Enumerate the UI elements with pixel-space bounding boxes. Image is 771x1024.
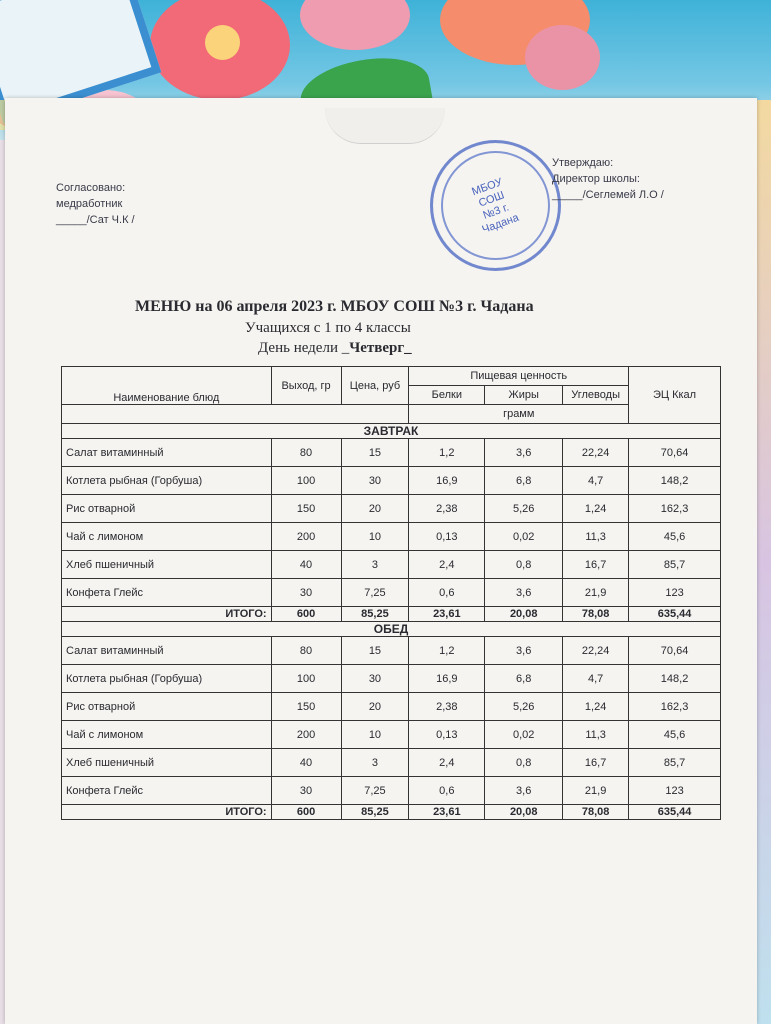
cell-carbs: 16,7 bbox=[563, 749, 629, 777]
cell-price: 20 bbox=[341, 495, 409, 523]
approval-left-line1: Согласовано: bbox=[56, 182, 126, 194]
dish-name: Котлета рыбная (Горбуша) bbox=[62, 665, 272, 693]
cell-protein: 2,4 bbox=[409, 749, 485, 777]
cell-kcal: 45,6 bbox=[629, 523, 721, 551]
flower-decoration bbox=[300, 0, 410, 50]
cell-carbs: 11,3 bbox=[563, 721, 629, 749]
section-title: ОБЕД bbox=[62, 622, 721, 637]
cell-carbs: 21,9 bbox=[563, 777, 629, 805]
weekday-label: День недели _ bbox=[258, 340, 350, 356]
header-unit: грамм bbox=[409, 405, 629, 424]
total-yield: 600 bbox=[271, 607, 341, 622]
cell-carbs: 11,3 bbox=[563, 523, 629, 551]
total-label: ИТОГО: bbox=[62, 805, 272, 820]
cell-price: 3 bbox=[341, 551, 409, 579]
cell-yield: 40 bbox=[271, 551, 341, 579]
flower-center-decoration bbox=[205, 25, 240, 60]
header-yield: Выход, гр bbox=[271, 367, 341, 405]
table-row bbox=[62, 467, 721, 495]
approval-right-line2: Директор школы: bbox=[552, 173, 640, 185]
cell-kcal: 85,7 bbox=[629, 749, 721, 777]
cell-price: 3 bbox=[341, 749, 409, 777]
section-row bbox=[62, 424, 721, 439]
cell-yield: 100 bbox=[271, 467, 341, 495]
cell-yield: 150 bbox=[271, 693, 341, 721]
header-name: Наименование блюд bbox=[62, 367, 272, 405]
cell-yield: 150 bbox=[271, 495, 341, 523]
total-fat: 20,08 bbox=[485, 805, 563, 820]
dish-name: Чай с лимоном bbox=[62, 721, 272, 749]
cell-fat: 6,8 bbox=[485, 665, 563, 693]
cell-protein: 0,6 bbox=[409, 777, 485, 805]
cell-kcal: 148,2 bbox=[629, 665, 721, 693]
cell-fat: 3,6 bbox=[485, 439, 563, 467]
cell-yield: 40 bbox=[271, 749, 341, 777]
approval-left bbox=[56, 180, 135, 228]
cell-carbs: 1,24 bbox=[563, 693, 629, 721]
cell-fat: 0,02 bbox=[485, 721, 563, 749]
dish-name: Котлета рыбная (Горбуша) bbox=[62, 467, 272, 495]
menu-title: МЕНЮ на 06 апреля 2023 г. МБОУ СОШ №3 г. Чадана bbox=[135, 298, 534, 315]
cell-yield: 80 bbox=[271, 637, 341, 665]
cell-kcal: 70,64 bbox=[629, 637, 721, 665]
table-row bbox=[62, 721, 721, 749]
approval-right-line3: _____/Сеглемей Л.О / bbox=[552, 189, 664, 201]
dish-name: Хлеб пшеничный bbox=[62, 749, 272, 777]
cell-kcal: 148,2 bbox=[629, 467, 721, 495]
cell-fat: 0,8 bbox=[485, 551, 563, 579]
header-spacer bbox=[62, 405, 409, 424]
cell-price: 20 bbox=[341, 693, 409, 721]
cell-protein: 1,2 bbox=[409, 439, 485, 467]
flower-decoration bbox=[525, 25, 600, 90]
menu-subtitle: Учащихся с 1 по 4 классы bbox=[245, 320, 411, 336]
cell-fat: 0,8 bbox=[485, 749, 563, 777]
table-row bbox=[62, 551, 721, 579]
stamp-text: МБОУ СОШ №3 г. Чадана bbox=[470, 176, 521, 237]
header-carbs: Углеводы bbox=[563, 386, 629, 405]
dish-name: Чай с лимоном bbox=[62, 523, 272, 551]
cell-yield: 200 bbox=[271, 523, 341, 551]
cell-price: 7,25 bbox=[341, 579, 409, 607]
total-price: 85,25 bbox=[341, 805, 409, 820]
approval-left-line2: медработник bbox=[56, 198, 123, 210]
cell-protein: 0,13 bbox=[409, 721, 485, 749]
weekday-value: Четверг_ bbox=[349, 340, 412, 356]
total-label: ИТОГО: bbox=[62, 607, 272, 622]
cell-protein: 0,6 bbox=[409, 579, 485, 607]
cell-kcal: 123 bbox=[629, 777, 721, 805]
cell-carbs: 22,24 bbox=[563, 637, 629, 665]
cell-price: 30 bbox=[341, 665, 409, 693]
cell-kcal: 85,7 bbox=[629, 551, 721, 579]
section-title: ЗАВТРАК bbox=[62, 424, 721, 439]
section-row bbox=[62, 622, 721, 637]
total-yield: 600 bbox=[271, 805, 341, 820]
cell-carbs: 21,9 bbox=[563, 579, 629, 607]
table-row bbox=[62, 579, 721, 607]
cell-protein: 0,13 bbox=[409, 523, 485, 551]
dish-name: Салат витаминный bbox=[62, 637, 272, 665]
cell-protein: 2,38 bbox=[409, 693, 485, 721]
dish-name: Салат витаминный bbox=[62, 439, 272, 467]
table-row bbox=[62, 637, 721, 665]
total-carbs: 78,08 bbox=[563, 805, 629, 820]
cell-carbs: 4,7 bbox=[563, 665, 629, 693]
dish-name: Конфета Глейс bbox=[62, 777, 272, 805]
cell-yield: 80 bbox=[271, 439, 341, 467]
weekday-line bbox=[258, 340, 412, 357]
header-energy: ЭЦ Ккал bbox=[629, 367, 721, 424]
total-kcal: 635,44 bbox=[629, 607, 721, 622]
cell-carbs: 1,24 bbox=[563, 495, 629, 523]
header-protein: Белки bbox=[409, 386, 485, 405]
total-fat: 20,08 bbox=[485, 607, 563, 622]
cell-carbs: 4,7 bbox=[563, 467, 629, 495]
cell-protein: 2,4 bbox=[409, 551, 485, 579]
cell-fat: 3,6 bbox=[485, 777, 563, 805]
total-carbs: 78,08 bbox=[563, 607, 629, 622]
menu-table bbox=[61, 366, 721, 820]
table-row bbox=[62, 439, 721, 467]
cell-protein: 1,2 bbox=[409, 637, 485, 665]
table-row bbox=[62, 523, 721, 551]
cell-kcal: 162,3 bbox=[629, 495, 721, 523]
cell-fat: 5,26 bbox=[485, 495, 563, 523]
cell-kcal: 162,3 bbox=[629, 693, 721, 721]
total-row bbox=[62, 805, 721, 820]
table-row bbox=[62, 777, 721, 805]
cell-price: 10 bbox=[341, 523, 409, 551]
cell-kcal: 45,6 bbox=[629, 721, 721, 749]
cell-price: 15 bbox=[341, 439, 409, 467]
cell-yield: 30 bbox=[271, 579, 341, 607]
cell-carbs: 16,7 bbox=[563, 551, 629, 579]
total-protein: 23,61 bbox=[409, 805, 485, 820]
dish-name: Рис отварной bbox=[62, 495, 272, 523]
cell-price: 15 bbox=[341, 637, 409, 665]
cell-fat: 5,26 bbox=[485, 693, 563, 721]
table-row bbox=[62, 749, 721, 777]
header-price: Цена, руб bbox=[341, 367, 409, 405]
cell-carbs: 22,24 bbox=[563, 439, 629, 467]
sleeve-cutout bbox=[325, 108, 445, 144]
cell-yield: 30 bbox=[271, 777, 341, 805]
cell-fat: 3,6 bbox=[485, 579, 563, 607]
cell-fat: 6,8 bbox=[485, 467, 563, 495]
approval-left-line3: _____/Сат Ч.К / bbox=[56, 214, 135, 226]
table-row bbox=[62, 495, 721, 523]
cell-fat: 0,02 bbox=[485, 523, 563, 551]
cell-price: 30 bbox=[341, 467, 409, 495]
header-unit-row bbox=[62, 405, 721, 424]
header-row bbox=[62, 367, 721, 386]
approval-right-line1: Утверждаю: bbox=[552, 157, 614, 169]
cell-protein: 16,9 bbox=[409, 467, 485, 495]
table-row bbox=[62, 693, 721, 721]
cell-price: 7,25 bbox=[341, 777, 409, 805]
cell-protein: 16,9 bbox=[409, 665, 485, 693]
header-fat: Жиры bbox=[485, 386, 563, 405]
cell-price: 10 bbox=[341, 721, 409, 749]
cell-kcal: 123 bbox=[629, 579, 721, 607]
total-kcal: 635,44 bbox=[629, 805, 721, 820]
total-price: 85,25 bbox=[341, 607, 409, 622]
dish-name: Рис отварной bbox=[62, 693, 272, 721]
total-row bbox=[62, 607, 721, 622]
cell-protein: 2,38 bbox=[409, 495, 485, 523]
cell-kcal: 70,64 bbox=[629, 439, 721, 467]
cell-yield: 100 bbox=[271, 665, 341, 693]
cell-fat: 3,6 bbox=[485, 637, 563, 665]
dish-name: Хлеб пшеничный bbox=[62, 551, 272, 579]
total-protein: 23,61 bbox=[409, 607, 485, 622]
table-row bbox=[62, 665, 721, 693]
approval-right bbox=[552, 155, 664, 203]
header-nutrition: Пищевая ценность bbox=[409, 367, 629, 386]
dish-name: Конфета Глейс bbox=[62, 579, 272, 607]
cell-yield: 200 bbox=[271, 721, 341, 749]
